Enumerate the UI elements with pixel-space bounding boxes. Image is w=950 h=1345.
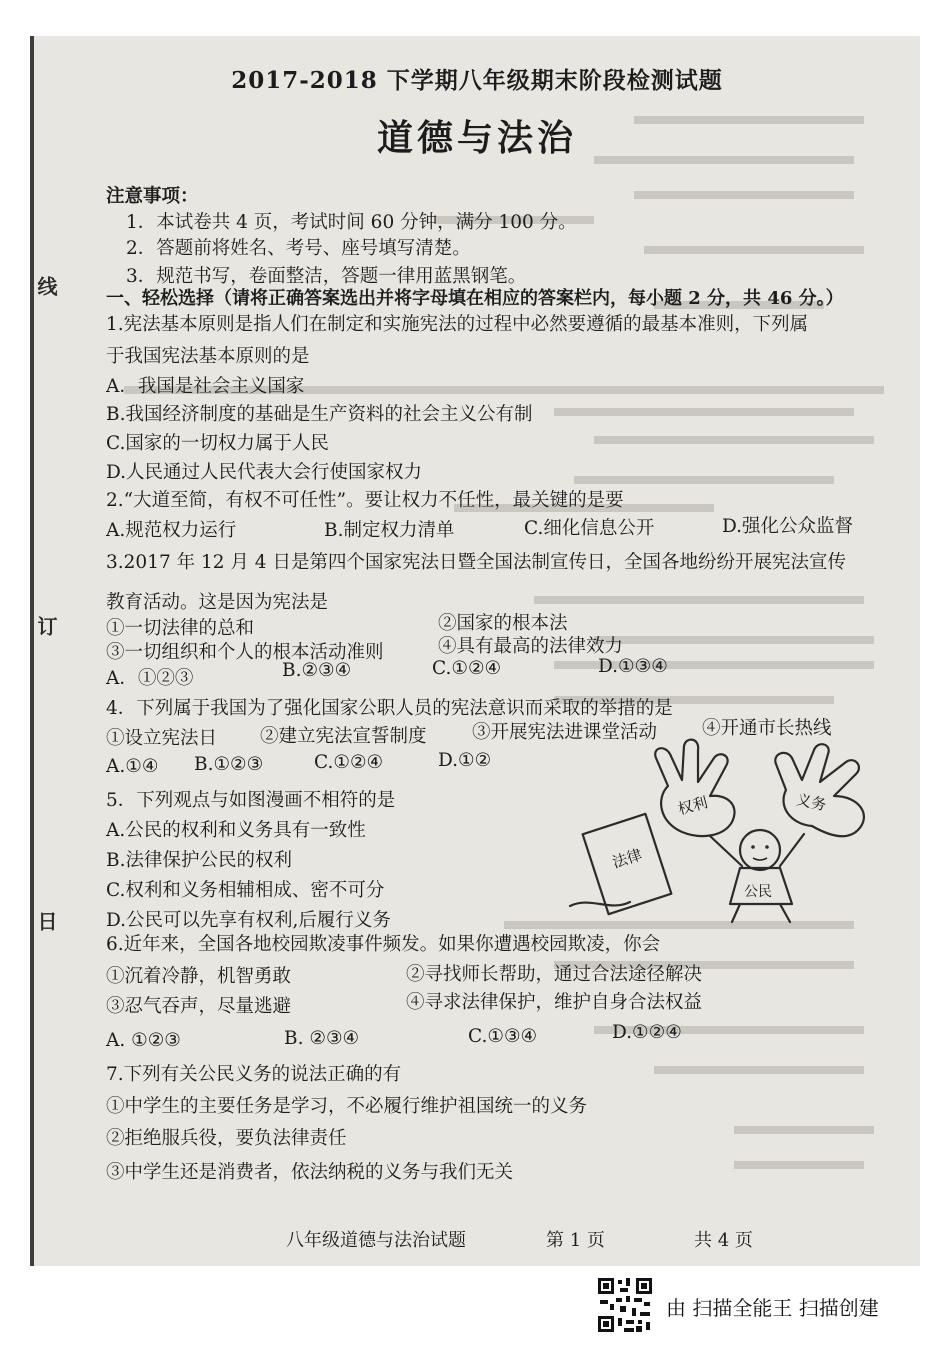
subject-title: 道德与法治 [376, 117, 577, 159]
q3-option-b: B.②③④ [282, 660, 352, 681]
q4-item-1: ①设立宪法日 [106, 728, 218, 749]
q6-stem: 6.近年来，全国各地校园欺凌事件频发。如果你遭遇校园欺凌，你会 [106, 934, 661, 955]
q7-item-3: ③中学生还是消费者，依法纳税的义务与我们无关 [106, 1162, 514, 1183]
q2-option-b: B.制定权力清单 [324, 520, 455, 541]
margin-mark: 订 [34, 616, 58, 636]
scanner-watermark [596, 1276, 936, 1334]
q3-item-3: ③一切组织和个人的根本活动准则 [106, 642, 384, 663]
q6-item-1: ①沉着冷静，机智勇敢 [106, 966, 292, 987]
q1-stem: 于我国宪法基本原则的是 [106, 346, 310, 367]
q1-option-b: B.我国经济制度的基础是生产资料的社会主义公有制 [106, 404, 533, 425]
q4-stem: 4．下列属于我国为了强化国家公职人员的宪法意识而采取的举措的是 [106, 698, 673, 719]
qr-code-icon [596, 1276, 654, 1334]
section-heading: 一、轻松选择（请将正确答案选出并将字母填在相应的答案栏内，每小题 2 分，共 46 分。） [106, 288, 844, 309]
q3-option-c: C.①②④ [432, 658, 502, 679]
notice-item: 2．答题前将姓名、考号、座号填写清楚。 [126, 238, 471, 259]
notice-heading: 注意事项： [106, 186, 199, 207]
q3-option-d: D.①③④ [598, 656, 668, 677]
q3-item-1: ①一切法律的总和 [106, 618, 255, 639]
q4-option-d: D.①② [438, 750, 492, 771]
q5-stem: 5．下列观点与如图漫画不相符的是 [106, 790, 396, 811]
q7-item-1: ①中学生的主要任务是学习，不必履行维护祖国统一的义务 [106, 1096, 588, 1117]
citizen-head-icon [740, 830, 780, 870]
cartoon-duties-label: 义务 [794, 790, 828, 815]
q4-item-4: ④开通市长热线 [702, 718, 832, 739]
margin-mark: 线 [34, 276, 58, 296]
q6-option-d: D.①②④ [612, 1022, 682, 1043]
q4-item-3: ③开展宪法进课堂活动 [472, 722, 658, 743]
footer-subject: 八年级道德与法治试题 [286, 1230, 466, 1251]
q3-option-a: A．①②③ [106, 668, 194, 689]
q3-stem: 教育活动。这是因为宪法是 [106, 592, 329, 613]
q2-stem: 2.“大道至简，有权不可任性”。要让权力不任性，最关键的是要 [106, 490, 624, 511]
q5-option-d: D.公民可以先享有权利,后履行义务 [106, 910, 391, 931]
q5-option-b: B.法律保护公民的权利 [106, 850, 292, 871]
q6-option-c: C.①③④ [468, 1026, 538, 1047]
footer-page-number: 第 1 页 [546, 1230, 605, 1251]
rights-duties-cartoon [564, 736, 894, 926]
q6-option-b: B. ②③④ [284, 1028, 360, 1049]
right-hand-icon [775, 744, 864, 836]
q3-item-2: ②国家的根本法 [438, 613, 568, 634]
q2-option-c: C.细化信息公开 [524, 518, 655, 539]
q4-option-b: B.①②③ [194, 754, 264, 775]
q4-option-a: A.①④ [106, 756, 159, 777]
q6-item-2: ②寻找师长帮助，通过合法途径解决 [406, 964, 703, 985]
cartoon-law-label: 法律 [610, 845, 645, 872]
q5-option-a: A.公民的权利和义务具有一致性 [106, 820, 366, 841]
footer-total-pages: 共 4 页 [694, 1230, 753, 1251]
q1-option-d: D.人民通过人民代表大会行使国家权力 [106, 462, 423, 483]
left-hand-icon [655, 740, 734, 836]
notice-item: 1．本试卷共 4 页，考试时间 60 分钟，满分 100 分。 [126, 212, 577, 233]
q5-option-c: C.权利和义务相辅相成、密不可分 [106, 880, 385, 901]
q1-option-c: C.国家的一切权力属于人民 [106, 433, 329, 454]
q3-stem: 3.2017 年 12 月 4 日是第四个国家宪法日暨全国法制宣传日，全国各地纷纷开展宪法宣传 [106, 552, 846, 573]
q1-stem: 1.宪法基本原则是指人们在制定和实施宪法的过程中必然要遵循的最基本准则，下列属 [106, 314, 809, 335]
q3-item-4: ④具有最高的法律效力 [438, 636, 624, 657]
q6-option-a: A. ①②③ [106, 1030, 181, 1051]
q6-item-3: ③忍气吞声，尽量逃避 [106, 996, 292, 1017]
q2-option-d: D.强化公众监督 [722, 516, 854, 537]
exam-page [30, 36, 920, 1266]
q1-option-a: A．我国是社会主义国家 [106, 376, 305, 397]
q4-item-2: ②建立宪法宣誓制度 [260, 726, 427, 747]
q4-option-c: C.①②④ [314, 752, 384, 773]
exam-title: 2017-2018 下学期八年级期末阶段检测试题 [231, 67, 723, 94]
scanner-label: 由 扫描全能王 扫描创建 [666, 1296, 879, 1320]
cartoon-citizen-label: 公民 [744, 884, 772, 900]
q6-item-4: ④寻求法律保护，维护自身合法权益 [406, 992, 703, 1013]
notice-item: 3．规范书写，卷面整洁，答题一律用蓝黑钢笔。 [126, 266, 527, 287]
cartoon-rights-label: 权利 [676, 793, 710, 819]
q7-stem: 7.下列有关公民义务的说法正确的有 [106, 1064, 402, 1085]
q7-item-2: ②拒绝服兵役，要负法律责任 [106, 1128, 347, 1149]
margin-mark: 日 [34, 911, 58, 931]
q2-option-a: A.规范权力运行 [106, 520, 237, 541]
